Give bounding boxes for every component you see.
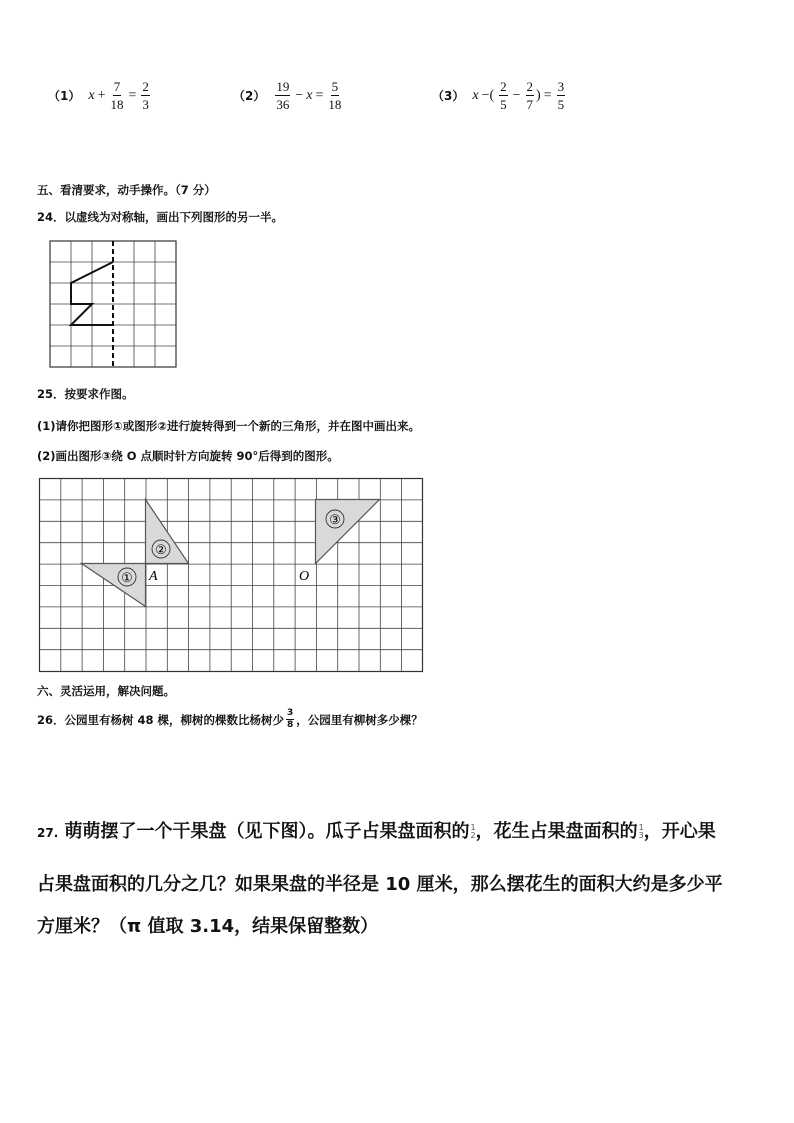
question-26-text-before: 26．公园里有杨树 48 棵，柳树的棵数比杨树少 <box>37 712 285 727</box>
equation-3 <box>432 80 567 111</box>
label-point-a: A <box>149 569 158 584</box>
fraction: $\frac{2}{3}$ <box>142 79 149 112</box>
equation-number: （3） <box>432 89 465 103</box>
question-25-part-1: (1)请你把图形①或图形②进行旋转得到一个新的三角形，并在图中画出来。 <box>37 419 420 433</box>
fraction: $\frac{3}{5}$ <box>557 79 565 112</box>
equals-sign: = <box>128 87 137 103</box>
rotation-grid <box>38 477 424 674</box>
equation-number: （1） <box>48 89 81 103</box>
equation-2 <box>233 80 343 111</box>
question-25-part-2: (2)画出图形③绕 O 点顺时针方向旋转 90°后得到的图形。 <box>37 449 339 463</box>
question-27-line-1: 27. 萌萌摆了一个干果盘（见下图）。瓜子占果盘面积的 1 2 ，花生占果盘面积的 1 3 ，开心果 <box>37 821 716 842</box>
fraction: $\frac{7}{18}$ <box>110 79 124 112</box>
variable-x: x <box>306 87 313 103</box>
section-5-heading: 五、看清要求，动手操作。（7 分） <box>37 183 216 197</box>
variable-x: x <box>472 87 479 103</box>
fraction: $\frac{2}{5}$ <box>500 79 507 112</box>
question-25-text: 25．按要求作图。 <box>37 387 134 401</box>
symmetry-grid <box>48 238 178 371</box>
label-shape-1: ① <box>121 570 133 585</box>
equation-number: （2） <box>233 89 266 103</box>
close-paren: ) <box>536 87 541 103</box>
operator: −( <box>481 87 495 103</box>
fraction: $\frac{2}{7}$ <box>526 79 534 112</box>
fraction: $\frac{19}{36}$ <box>276 79 290 112</box>
triangle-3 <box>316 500 380 564</box>
equals-sign: = <box>543 87 552 103</box>
fraction: $\frac{3}{8}$ <box>287 708 294 730</box>
triangle-1 <box>82 564 146 607</box>
equation-1 <box>48 80 152 111</box>
label-point-o: O <box>299 569 310 584</box>
operator: + <box>97 87 106 103</box>
operator: − <box>512 87 521 103</box>
section-6-heading: 六、灵活运用，解决问题。 <box>37 684 175 698</box>
question-27-line-3: 方厘米？（π 值取 3.14，结果保留整数） <box>37 916 379 937</box>
label-shape-3: ③ <box>329 512 341 527</box>
variable-x: x <box>88 87 95 103</box>
question-26-text-after: ，公园里有柳树多少棵？ <box>296 712 423 727</box>
question-26 <box>37 709 423 730</box>
fraction: 1 3 <box>638 823 644 840</box>
question-number: 27. <box>37 826 59 840</box>
question-27-line-2: 占果盘面积的几分之几？如果果盘的半径是 10 厘米，那么摆花生的面积大约是多少平 <box>37 874 723 895</box>
equals-sign: = <box>315 87 324 103</box>
label-shape-2: ② <box>155 542 167 557</box>
question-24-text: 24．以虚线为对称轴，画出下列图形的另一半。 <box>37 210 284 224</box>
operator: − <box>295 87 304 103</box>
fraction: 1 2 <box>470 823 476 840</box>
fraction: $\frac{5}{18}$ <box>328 79 342 112</box>
